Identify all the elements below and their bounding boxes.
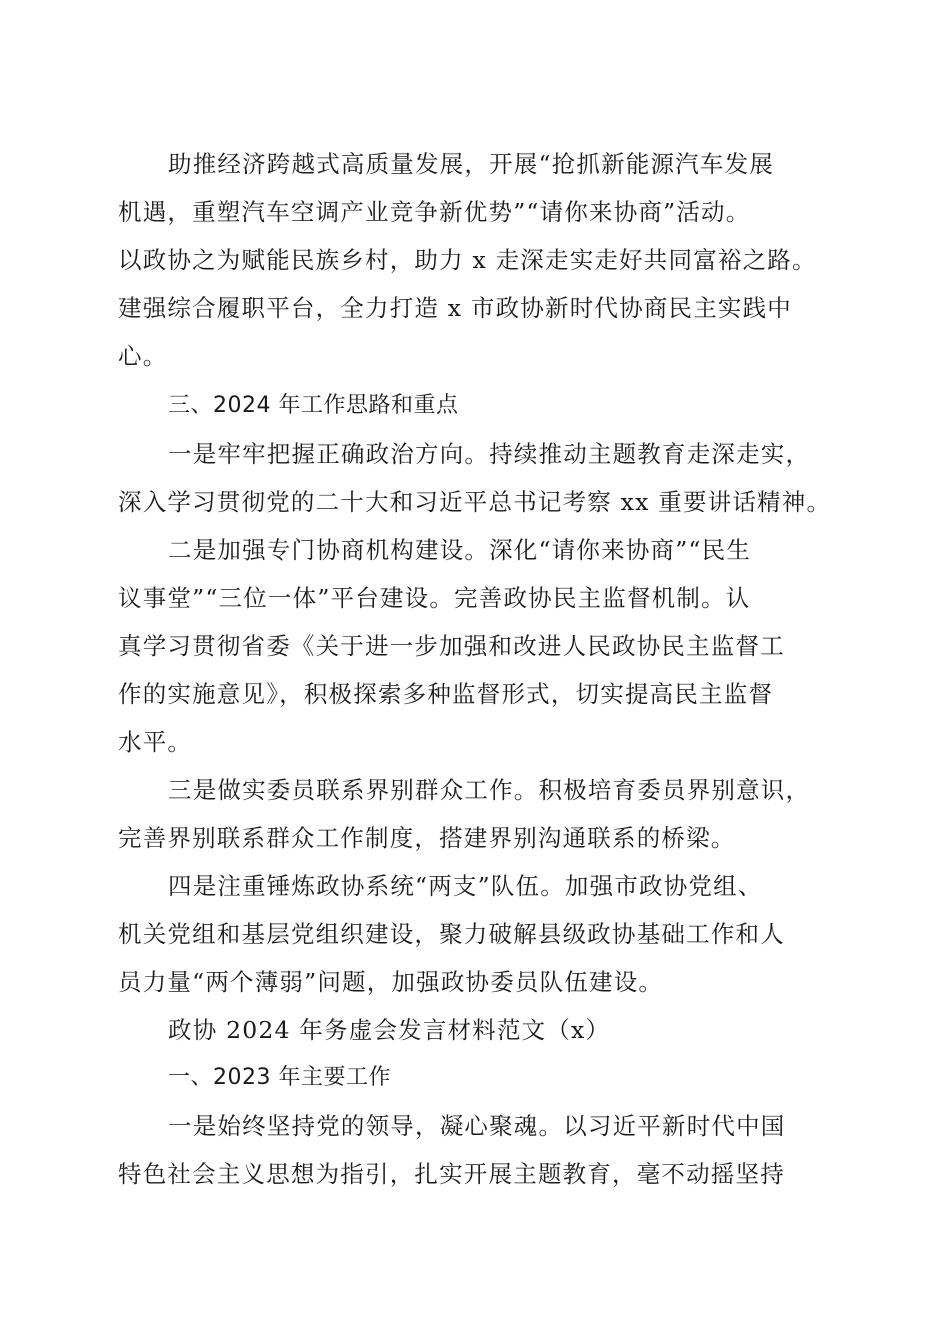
paragraph-line: 一是始终坚持党的领导，凝心聚魂。以习近平新时代中国: [168, 1112, 786, 1140]
section-heading: 一、2023 年主要工作: [168, 1065, 391, 1090]
section-heading: 三、2024 年工作思路和重点: [168, 393, 459, 418]
paragraph-line: 作的实施意见》，积极探索多种监督形式，切实提高民主监督: [118, 680, 774, 708]
paragraph-line: 深入学习贯彻党的二十大和习近平总书记考察 xx 重要讲话精神。: [118, 488, 832, 516]
paragraph-line: 员力量“两个薄弱”问题，加强政协委员队伍建设。: [118, 968, 664, 996]
paragraph-line: 助推经济跨越式高质量发展，开展“抢抓新能源汽车发展: [168, 150, 775, 178]
paragraph-line: 建强综合履职平台，全力打造 x 市政协新时代协商民主实践中: [118, 294, 792, 322]
paragraph-line: 特色社会主义思想为指引，扎实开展主题教育，毫不动摇坚持: [118, 1160, 785, 1188]
paragraph-line: 心。: [118, 342, 168, 370]
paragraph-line: 二是加强专门协商机构建设。深化“请你来协商”“民生: [168, 536, 752, 564]
paragraph-line: 一是牢牢把握正确政治方向。持续推动主题教育走深走实，: [168, 440, 811, 468]
paragraph-line: 议事堂”“三位一体”平台建设。完善政协民主监督机制。认: [118, 584, 751, 612]
paragraph-line: 四是注重锤炼政协系统“两支”队伍。加强市政协党组、: [168, 872, 763, 900]
paragraph-line: 以政协之为赋能民族乡村，助力 x 走深走实走好共同富裕之路。: [118, 246, 817, 274]
paragraph-line: 水平。: [118, 728, 193, 756]
document-title: 政协 2024 年务虚会发言材料范文（x）: [168, 1016, 611, 1044]
paragraph-line: 机关党组和基层党组织建设，聚力破解县级政协基础工作和人: [118, 920, 785, 948]
paragraph-line: 机遇，重塑汽车空调产业竞争新优势”“请你来协商”活动。: [118, 198, 751, 226]
paragraph-line: 真学习贯彻省委《关于进一步加强和改进人民政协民主监督工: [118, 632, 785, 660]
paragraph-line: 三是做实委员联系界别群众工作。积极培育委员界别意识，: [168, 776, 811, 804]
paragraph-line: 完善界别联系群众工作制度，搭建界别沟通联系的桥梁。: [118, 824, 736, 852]
